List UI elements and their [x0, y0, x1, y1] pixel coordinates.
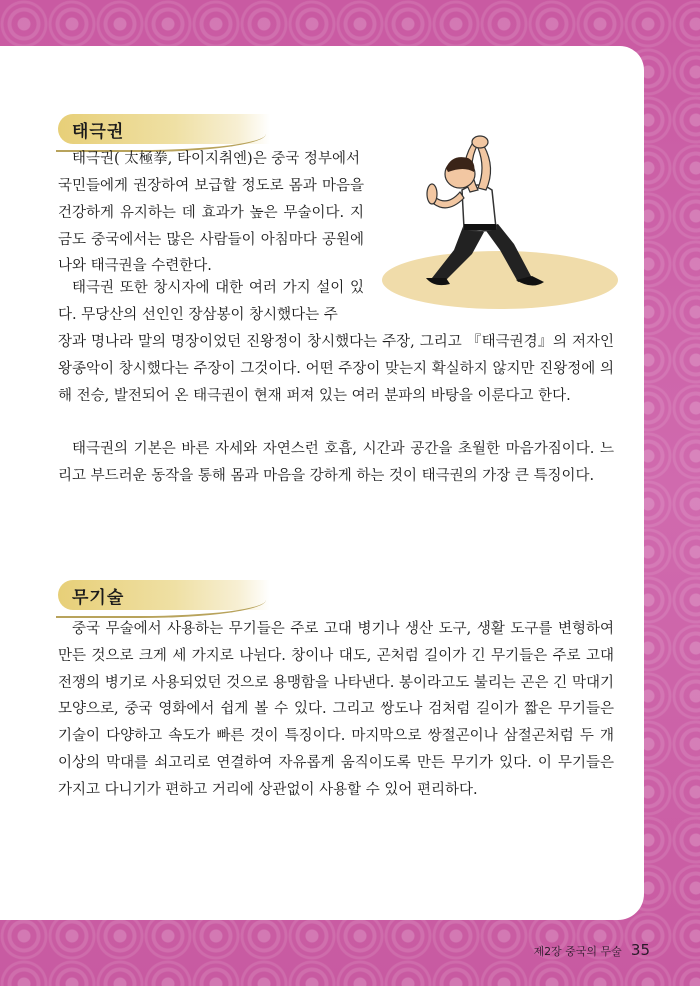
taichi-paragraph-3: 태극권의 기본은 바른 자세와 자연스런 호흡, 시간과 공간을 초월한 마음가짐이다. 느리고 부드러운 동작을 통해 몸과 마음을 강하게 하는 것이 태극권의 가장 큰 특징이다.: [58, 441, 614, 484]
taichi-paragraph-2-narrow: 태극권 또한 창시자에 대한 여러 가지 설이 있다. 무당산의 선인인 장삼봉이 창시했다는 주: [58, 280, 364, 323]
taichi-paragraph-2: 장과 명나라 말의 명장이었던 진왕정이 창시했다는 주장, 그리고 『태극권경』의 저자인 왕종악이 창시했다는 주장이 그것이다. 어떤 주장이 맞는지 확실하지 않지만 진왕정에 의해 전승, 발전되어 온 태극권이 현재 퍼져 있는 여러 분파의 바탕을 이룬다고 한다.: [58, 334, 614, 404]
section-title: 태극권: [72, 122, 125, 142]
page-footer: [533, 940, 650, 959]
chapter-label: 제2장 중국의 무술: [533, 945, 622, 958]
section-title: 무기술: [72, 588, 125, 608]
section-heading-taichi: [58, 114, 270, 144]
page-number: 35: [630, 941, 650, 959]
weapons-paragraph: 중국 무술에서 사용하는 무기들은 주로 고대 병기나 생산 도구, 생활 도구를 변형하여 만든 것으로 크게 세 가지로 나뉜다. 창이나 대도, 곤처럼 길이가 긴 무기들은 주로 고대 전쟁의 병기로 사용되었던 것으로 용맹함을 나타낸다. 봉이라고도 불리는 곤은 긴 막대기 모양으로, 중국 영화에서 쉽게 볼 수 있다. 그리고 쌍도나 검처럼 길이가 짧은 무기들은 기술이 다양하고 속도가 빠른 것이 특징이다. 마지막으로 쌍절곤이나 삼절곤처럼 두 개 이상의 막대를 쇠고리로 연결하여 자유롭게 움직이도록 만든 무기가 있다. 이 무기들은 가지고 다니기가 편하고 거리에 상관없이 사용할 수 있어 편리하다.: [58, 621, 614, 798]
taichi-paragraph-1: 국민들에게 권장하여 보급할 정도로 몸과 마음을 건강하게 유지하는 데 효과가 높은 무술이다. 지금도 중국에서는 많은 사람들이 아침마다 공원에 나와 태극권을 수련한다.: [58, 178, 364, 275]
taichi-figure-illustration: [368, 132, 630, 310]
section-heading-weapons: [58, 580, 270, 610]
taichi-paragraph-1-line-1: 태극권( 太極拳, 타이지취엔)은 중국 정부에서: [72, 151, 360, 167]
